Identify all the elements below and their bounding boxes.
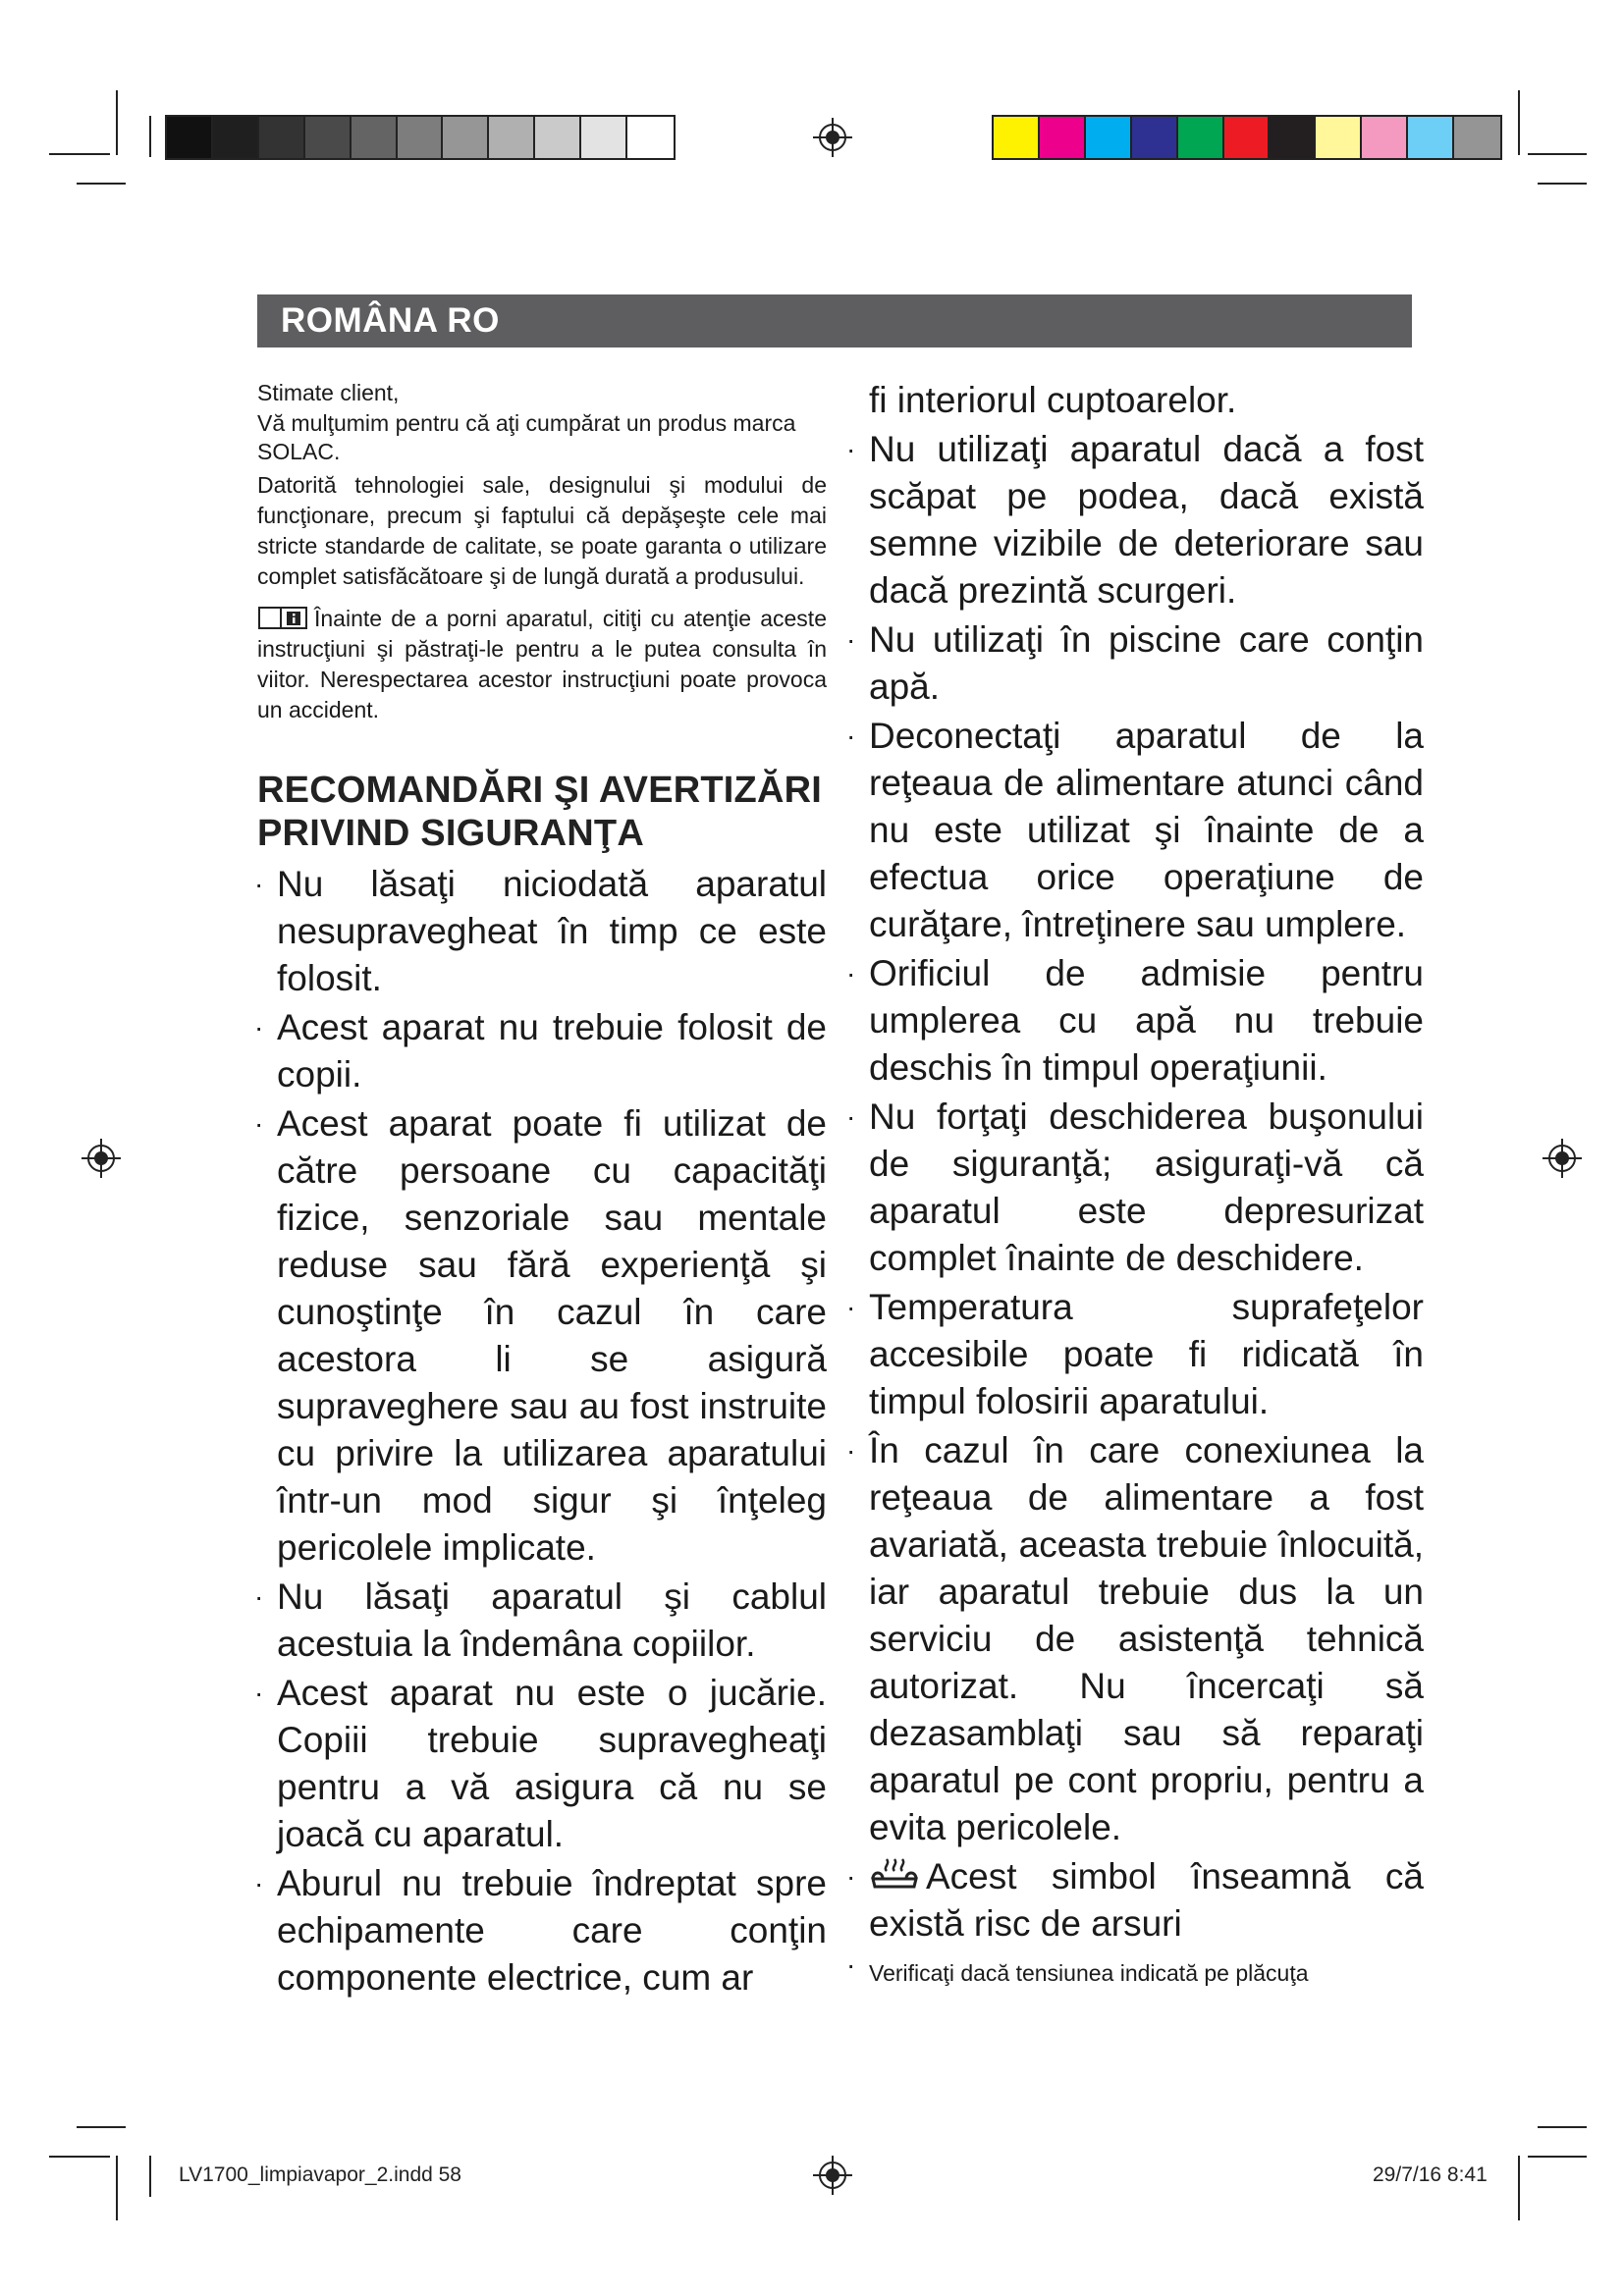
list-item: · Nu utilizaţi în piscine care conţin apă.	[849, 616, 1424, 711]
crop-mark	[116, 2156, 118, 2220]
color-swatch	[994, 117, 1040, 158]
crop-mark	[1528, 153, 1587, 155]
crop-mark	[1538, 2126, 1587, 2128]
crop-mark	[1528, 2156, 1587, 2158]
color-swatch	[1178, 117, 1224, 158]
list-item: · Deconectaţi aparatul de la reţeaua de alimentare atunci când nu este utilizat şi înainte de a efectua orice operaţiune de curăţare, întreţinere sau umplere.	[849, 713, 1424, 948]
color-swatch	[352, 117, 398, 158]
crop-mark	[49, 153, 110, 155]
color-swatch	[443, 117, 489, 158]
crop-mark	[49, 2156, 110, 2158]
hot-surface-icon	[869, 1857, 920, 1893]
list-item: · Acest aparat poate fi utilizat de către persoane cu capacităţi fizice, senzoriale sau mentale reduse sau fără experienţă şi cunoştinţe în cazul în care acestora li se asigură supraveghere sau au fost instruite cu privire la utilizarea aparatului într-un mod sigur şi înţeleg pericolele implicate.	[257, 1100, 827, 1572]
read-instructions-icon	[257, 605, 308, 630]
list-item-hot-surface	[849, 1853, 1424, 1948]
color-swatch	[167, 117, 213, 158]
color-swatch	[305, 117, 352, 158]
color-swatch	[1362, 117, 1408, 158]
color-swatch	[1224, 117, 1271, 158]
right-safety-list	[849, 426, 1424, 1989]
list-item: · În cazul în care conexiunea la reţeaua de alimentare a fost avariată, aceasta trebuie înlocuită, iar aparatul trebuie dus la un serviciu de asistenţă tehnică autorizat. Nu încercaţi să dezasamblaţi sau să reparaţi aparatul pe cont propriu, pentru a evita pericolele.	[849, 1427, 1424, 1851]
grayscale-color-bar	[165, 115, 676, 160]
color-swatch	[581, 117, 627, 158]
right-column	[849, 377, 1424, 1991]
color-swatch	[398, 117, 444, 158]
crop-mark	[1518, 2156, 1520, 2220]
list-item: · Nu lăsaţi niciodată aparatul nesupravegheat în timp ce este folosit.	[257, 861, 827, 1002]
color-swatch	[489, 117, 535, 158]
list-item-continuation: fi interiorul cuptoarelor.	[869, 380, 1237, 420]
crop-mark	[149, 2156, 151, 2197]
crop-mark	[1518, 90, 1520, 155]
cmyk-color-bar	[992, 115, 1502, 160]
registration-mark-icon	[81, 1139, 121, 1178]
color-swatch	[1270, 117, 1316, 158]
color-swatch	[1408, 117, 1454, 158]
intro-greeting: Stimate client,	[257, 380, 400, 405]
left-safety-list	[257, 861, 827, 2002]
language-header-band	[257, 294, 1412, 347]
color-swatch	[259, 117, 305, 158]
hot-surface-text: Acest simbol înseamnă că există risc de arsuri	[869, 1856, 1424, 1944]
list-item: · Acest aparat nu trebuie folosit de copii.	[257, 1004, 827, 1098]
list-item: · Orificiul de admisie pentru umplerea cu apă nu trebuie deschis în timpul operaţiunii.	[849, 950, 1424, 1092]
color-swatch	[535, 117, 581, 158]
crop-mark	[1538, 183, 1587, 185]
color-swatch	[213, 117, 259, 158]
crop-mark	[149, 116, 151, 157]
list-item: · Acest aparat nu este o jucărie. Copiii trebuie supravegheaţi pentru a vă asigura că nu se joacă cu aparatul.	[257, 1670, 827, 1858]
crop-mark	[116, 90, 118, 155]
color-swatch	[1132, 117, 1178, 158]
color-swatch	[1454, 117, 1500, 158]
color-swatch	[627, 117, 674, 158]
color-swatch	[1086, 117, 1132, 158]
crop-mark	[77, 183, 126, 185]
intro-body: Datorită tehnologiei sale, designului şi modului de funcţionare, precum şi faptului că depăşeşte cele mai stricte standarde de calitate, se poate garanta o utilizare complet satisfăcătoare şi de lungă durată a produsului.	[257, 472, 827, 589]
intro-note	[257, 604, 827, 725]
intro-block	[257, 377, 827, 725]
registration-mark-icon	[1543, 1139, 1582, 1178]
safety-section-title: RECOMANDĂRI ŞI AVERTIZĂRI PRIVIND SIGURANŢA	[257, 770, 822, 854]
registration-mark-icon	[813, 118, 852, 157]
list-item: · Aburul nu trebuie îndreptat spre echipamente care conţin componente electrice, cum ar	[257, 1860, 827, 2002]
intro-note-text: Înainte de a porni aparatul, citiţi cu atenţie aceste instrucţiuni şi păstraţi-le pentru a le putea consulta în viitor. Nerespectarea acestor instrucţiuni poate provoca un accident.	[257, 606, 827, 722]
color-swatch	[1316, 117, 1362, 158]
intro-thanks: Vă mulţumim pentru că aţi cumpărat un produs marca SOLAC.	[257, 410, 796, 464]
list-item: · Verificaţi dacă tensiunea indicată pe plăcuţa	[849, 1949, 1424, 1989]
list-item: · Nu forţaţi deschiderea buşonului de siguranţă; asiguraţi-vă că aparatul este depresurizat complet înainte de deschidere.	[849, 1094, 1424, 1282]
registration-mark-icon	[813, 2156, 852, 2195]
list-item: · Temperatura suprafeţelor accesibile poate fi ridicată în timpul folosirii aparatului.	[849, 1284, 1424, 1425]
footer-file-info: LV1700_limpiavapor_2.indd 58	[179, 2163, 461, 2186]
footer-date: 29/7/16 8:41	[1373, 2163, 1488, 2186]
language-title: ROMÂNA RO	[281, 301, 500, 340]
color-swatch	[1040, 117, 1086, 158]
crop-mark	[77, 2126, 126, 2128]
left-column	[257, 377, 827, 2003]
list-item: · Nu utilizaţi aparatul dacă a fost scăpat pe podea, dacă există semne vizibile de deteriorare sau dacă prezintă scurgeri.	[849, 426, 1424, 614]
list-item: · Nu lăsaţi aparatul şi cablul acestuia la îndemâna copiilor.	[257, 1574, 827, 1668]
